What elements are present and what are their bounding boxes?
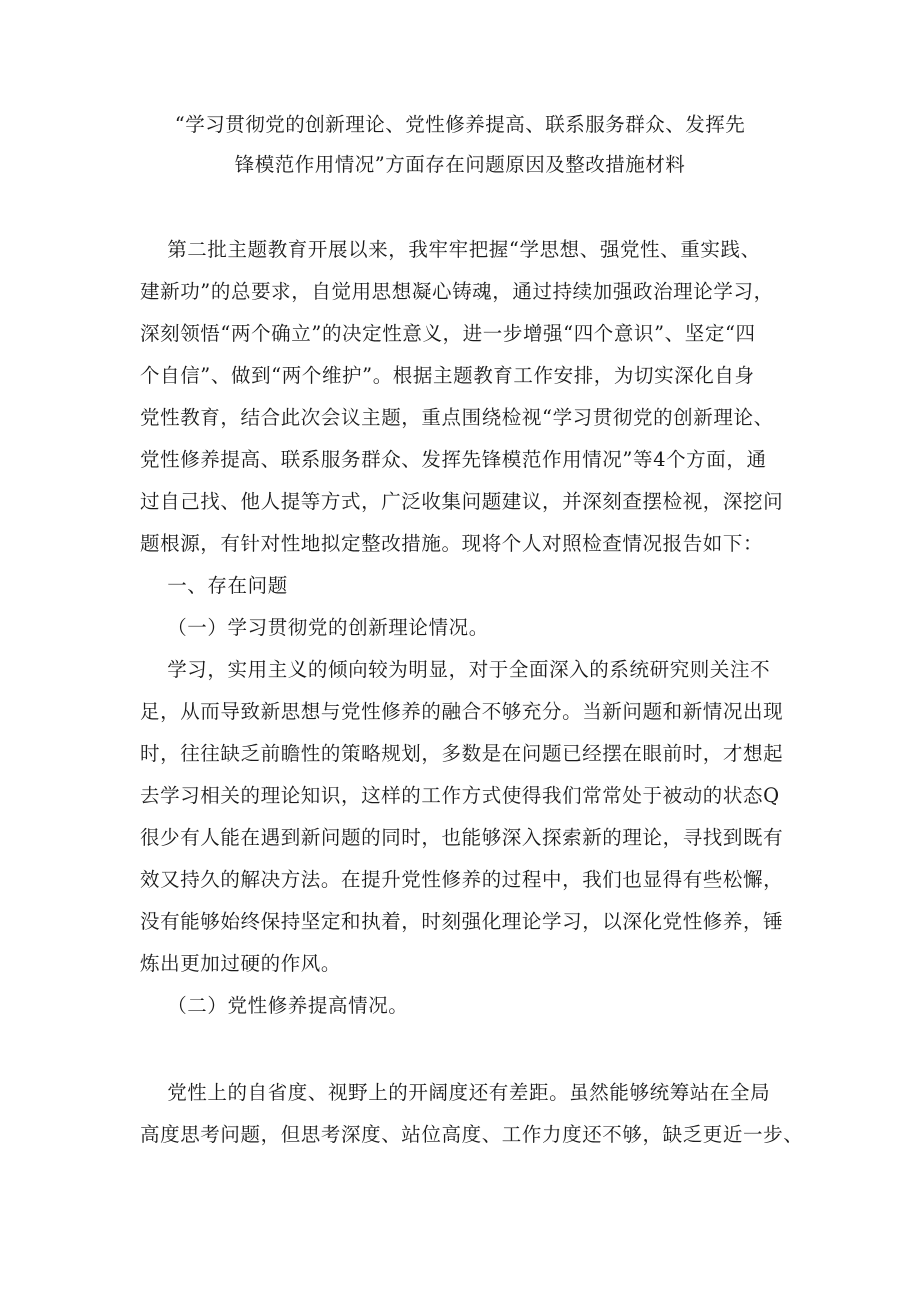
- subsection-heading-1: （一）学习贯彻党的创新理论情况。: [140, 616, 489, 639]
- body-line-6: 党性修养提高、联系服务群众、发挥先锋模范作用情况”等4个方面，通: [140, 448, 767, 471]
- body-line-2: 建新功”的总要求，自觉用思想凝心铸魂，通过持续加强政治理论学习，: [140, 280, 774, 303]
- body-line-13: 时，往往缺乏前瞻性的策略规划，多数是在问题已经摆在眼前时，才想起: [140, 742, 784, 765]
- body-line-16: 效又持久的解决方法。在提升党性修养的过程中，我们也显得有些松懈，: [140, 868, 784, 891]
- body-line-4: 个自信”、做到“两个维护”。根据主题教育工作安排，为切实深化自身: [140, 364, 755, 387]
- body-line-11: 学习，实用主义的倾向较为明显，对于全面深入的系统研究则关注不: [140, 658, 771, 681]
- body-line-12: 足，从而导致新思想与党性修养的融合不够充分。当新问题和新情况出现: [140, 700, 784, 723]
- subsection-heading-2: （二）党性修养提高情况。: [140, 994, 409, 1017]
- document-title-line-1: “学习贯彻党的创新理论、党性修养提高、联系服务群众、发挥先: [174, 113, 746, 136]
- document-title-line-2: 锋模范作用情况”方面存在问题原因及整改措施材料: [234, 153, 686, 176]
- body-line-7: 过自己找、他人提等方式，广泛收集问题建议，并深刻查摆检视，深挖问: [140, 490, 784, 513]
- body-line-8: 题根源，有针对性地拟定整改措施。现将个人对照检查情况报告如下：: [140, 532, 764, 555]
- body-line-1: 第二批主题教育开展以来，我牢牢把握“学思想、强党性、重实践、: [140, 238, 761, 261]
- body-line-3: 深刻领悟“两个确立”的决定性意义，进一步增强“四个意识”、坚定“四: [140, 322, 756, 345]
- section-heading-1: 一、存在问题: [140, 574, 288, 597]
- body-line-14: 去学习相关的理论知识，这样的工作方式使得我们常常处于被动的状态Q: [140, 784, 780, 807]
- body-line-17: 没有能够始终保持坚定和执着，时刻强化理论学习，以深化党性修养，锤: [140, 910, 784, 933]
- body-line-21: 高度思考问题，但思考深度、站位高度、工作力度还不够，缺乏更近一步、: [140, 1123, 804, 1146]
- body-line-15: 很少有人能在遇到新问题的同时，也能够深入探索新的理论，寻找到既有: [140, 826, 784, 849]
- body-line-20: 党性上的自省度、视野上的开阔度还有差距。虽然能够统筹站在全局: [140, 1081, 771, 1104]
- body-line-18: 炼出更加过硬的作风。: [140, 952, 342, 975]
- body-line-5: 党性教育，结合此次会议主题，重点围绕检视“学习贯彻党的创新理论、: [140, 406, 774, 429]
